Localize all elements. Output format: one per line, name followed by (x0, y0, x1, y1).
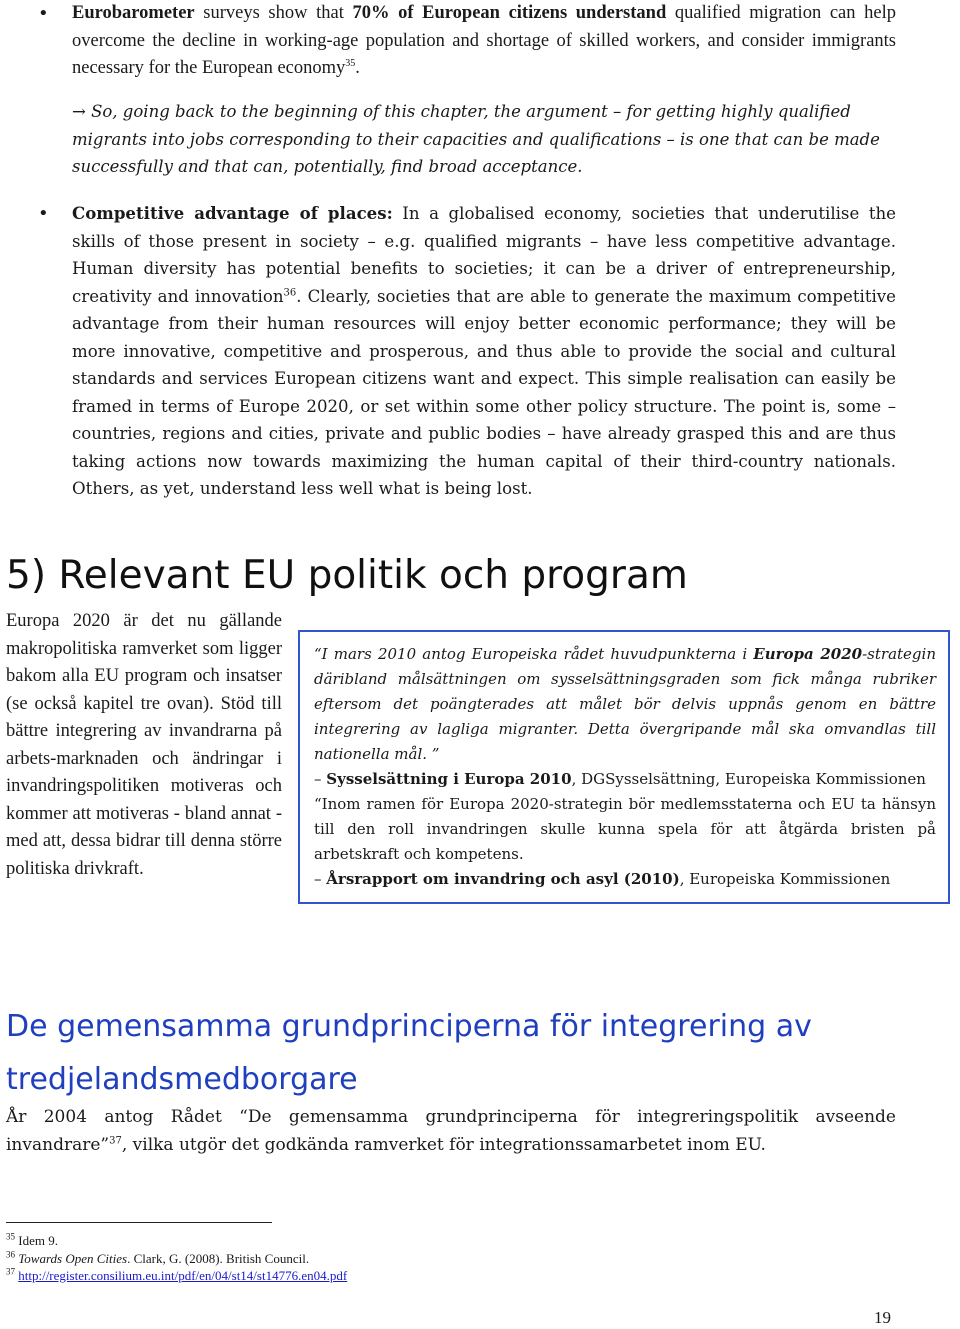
quote-1 (314, 642, 936, 767)
dash: – (314, 870, 327, 888)
source-title: Årsrapport om invandring och asyl (2010) (326, 870, 680, 888)
footnote-ref-35: 35 (345, 57, 356, 69)
footnote-text: . Clark, G. (2008). British Council. (127, 1250, 310, 1266)
footnote-divider (6, 1222, 272, 1223)
text-span: So, going back to the beginning of this chapter, the argument – for getting highly qualified migrants into jobs corresponding to their capacities and qualifications – is one that can be made successfully and that can, potentially, find broad acceptance. (72, 102, 880, 176)
text-span: In a globalised economy, societies that underutilise the skills of those present in society – e.g. qualified migrants – have less competitive advantage. Human diversity has potential benefits to societies; it can be a driver of entrepreneurship, creativity and innovation (72, 204, 897, 306)
source-publisher: , DGSysselsättning, Europeiska Kommissionen (571, 770, 926, 788)
footnote-number: 36 (6, 1249, 15, 1260)
footnotes (6, 1232, 347, 1285)
footnote-ref-37: 37 (109, 1134, 122, 1146)
source-title: Sysselsättning i Europa 2010 (326, 770, 572, 788)
footnote-text: Idem 9. (18, 1233, 58, 1248)
text-span: “I mars 2010 antog Europeiska rådet huvudpunkterna i (314, 645, 754, 663)
footnote-37 (6, 1267, 347, 1285)
section-heading: 5) Relevant EU politik och program (6, 553, 688, 598)
quote-2-source (314, 867, 936, 892)
right-arrow-icon: → (72, 102, 86, 121)
text-span: -strategin däribland målsättningen om sysselsättningsgraden som fick många rubriker eftersom det poängterades att målet bör delvis uppnås genom en bättre integrering av lagliga migranter. Detta övergripande mål ska omvandlas till nationella mål. ” (314, 645, 936, 763)
bold-span: 70% of European citizens understand (352, 3, 667, 23)
footnote-link[interactable]: http://register.consilium.eu.int/pdf/en/04/st14/st14776.en04.pdf (18, 1268, 348, 1283)
text-span: År 2004 antog Rådet “De gemensamma grundprinciperna för integreringspolitik avseende invandrare” (6, 1107, 896, 1155)
bold-span: Europa 2020 (753, 645, 863, 663)
footnote-number: 37 (6, 1266, 15, 1277)
page-number: 19 (874, 1308, 891, 1327)
eurobarometer-paragraph (72, 0, 896, 83)
eurobarometer-lead: Eurobarometer (72, 3, 195, 23)
footnote-35 (6, 1232, 347, 1250)
text-span: qualified migration can help overcome the decline in working-age population and shortage of skilled workers, and consider immigrants necessary for the European economy (72, 3, 896, 78)
text-span: . Clearly, societies that are able to generate the maximum competitive advantage from their human resources will enjoy better economic performance; they will be more innovative, competitive and prosperous, and thus able to provide the social and cultural standards and services European citizens want and expect. This simple realisation can easily be framed in terms of Europe 2020, or set within some other policy structure. The point is, some – countries, regions and cities, private and public bodies – have already grasped this and are thus taking actions now towards maximizing the human capital of their third-country nationals. Others, as yet, understand less well what is being lost. (72, 286, 896, 498)
text-span: . (355, 58, 360, 78)
footnote-number: 35 (6, 1231, 15, 1242)
europa-2020-paragraph: Europa 2020 är det nu gällande makropolitiska ramverket som ligger bakom alla EU program och insatser (se också kapitel tre ovan). Stöd till bättre integrering av invandrarna på arbets-marknaden och ändringar i invandringspolitiken motiveras och kommer att motiveras - bland annat - med att, dessa bidrar till denna större politiska drivkraft. (6, 611, 282, 879)
bullet-marker: • (38, 203, 49, 224)
arrow-paragraph (72, 98, 896, 181)
text-span: surveys show that (194, 3, 353, 23)
quote-2: “Inom ramen för Europa 2020-strategin bör medlemsstaterna och EU ta hänsyn till den roll invandringen skulle kunna spela för att åtgärda bristen på arbetskraft och kompetens. (314, 795, 936, 863)
footnote-title: Towards Open Cities (18, 1250, 128, 1266)
competitive-advantage-lead: Competitive advantage of places: (72, 203, 393, 223)
quote-1-source (314, 767, 936, 792)
text-span: , vilka utgör det godkända ramverket för integrationssamarbetet inom EU. (121, 1134, 766, 1155)
bullet-marker: • (38, 3, 49, 24)
quote-box (298, 630, 950, 904)
integration-heading: De gemensamma grundprinciperna för integrering av tredjelandsmedborgare (6, 1009, 812, 1097)
competitive-advantage-paragraph (72, 200, 896, 503)
source-publisher: , Europeiska Kommissionen (679, 870, 891, 888)
footnote-ref-36: 36 (283, 286, 297, 298)
integration-paragraph (6, 1104, 896, 1159)
dash: – (314, 770, 327, 788)
footnote-36 (6, 1250, 347, 1268)
